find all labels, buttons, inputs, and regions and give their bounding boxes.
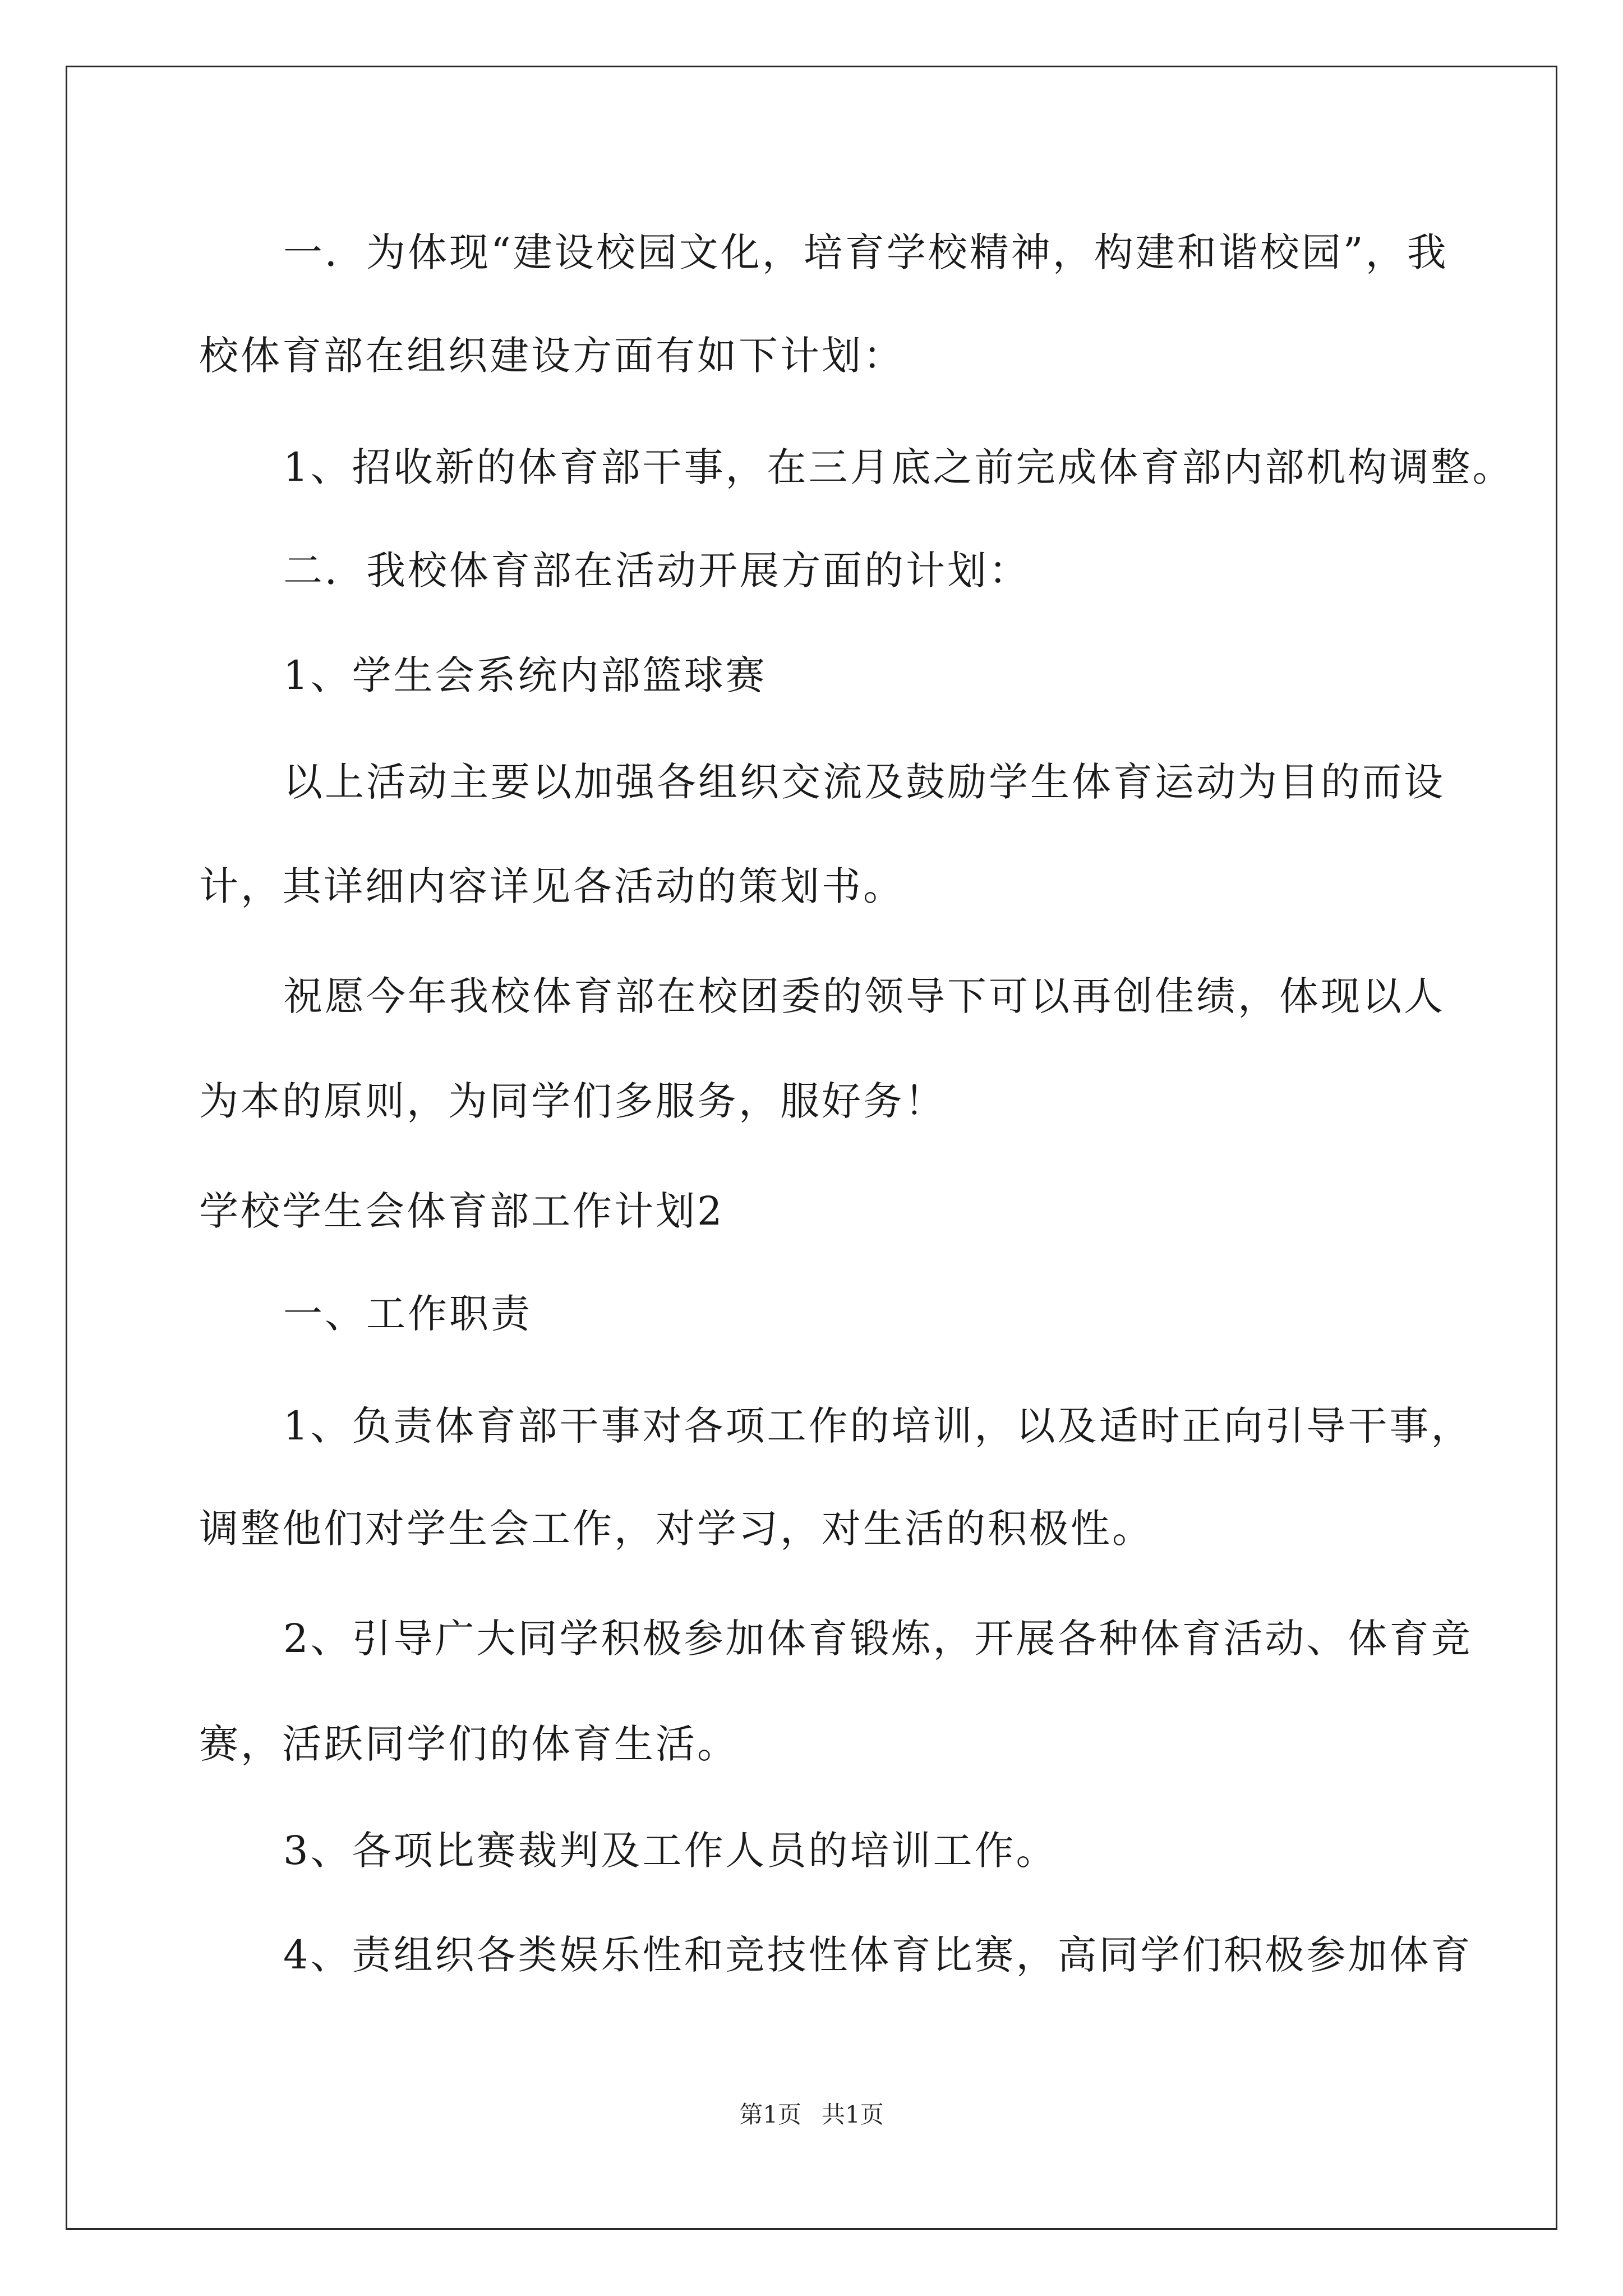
paragraph-line: 为本的原则，为同学们多服务，服好务！ bbox=[199, 1078, 946, 1124]
paragraph-line: 一．为体现“建设校园文化，培育学校精神，构建和谐校园”，我 bbox=[283, 229, 1449, 275]
paragraph-line: 以上活动主要以加强各组织交流及鼓励学生体育运动为目的而设 bbox=[283, 759, 1445, 805]
paragraph-line: 祝愿今年我校体育部在校团委的领导下可以再创佳绩，体现以人 bbox=[283, 973, 1445, 1019]
paragraph-line: 2、引导广大同学积极参加体育锻炼，开展各种体育活动、体育竞 bbox=[283, 1616, 1473, 1662]
page-border bbox=[66, 66, 1557, 2230]
page-footer bbox=[0, 2098, 1623, 2132]
paragraph-line: 1、学生会系统内部篮球赛 bbox=[283, 652, 767, 698]
section-heading: 学校学生会体育部工作计划2 bbox=[199, 1188, 725, 1234]
paragraph-line: 4、责组织各类娱乐性和竞技性体育比赛，高同学们积极参加体育 bbox=[283, 1932, 1473, 1978]
paragraph-line: 一、工作职责 bbox=[283, 1291, 532, 1337]
paragraph-line: 赛，活跃同学们的体育生活。 bbox=[199, 1721, 739, 1767]
page-total: 共1页 bbox=[822, 2101, 884, 2128]
paragraph-line: 二．我校体育部在活动开展方面的计划： bbox=[283, 547, 1030, 593]
page-number: 第1页 bbox=[739, 2101, 801, 2128]
paragraph-line: 计，其详细内容详见各活动的策划书。 bbox=[199, 863, 905, 909]
paragraph-line: 1、招收新的体育部干事，在三月底之前完成体育部内部机构调整。 bbox=[283, 444, 1514, 490]
paragraph-line: 校体育部在组织建设方面有如下计划： bbox=[199, 333, 905, 379]
paragraph-line: 3、各项比赛裁判及工作人员的培训工作。 bbox=[283, 1828, 1058, 1874]
paragraph-line: 1、负责体育部干事对各项工作的培训，以及适时正向引导干事， bbox=[283, 1403, 1473, 1449]
paragraph-line: 调整他们对学生会工作，对学习，对生活的积极性。 bbox=[199, 1506, 1154, 1552]
